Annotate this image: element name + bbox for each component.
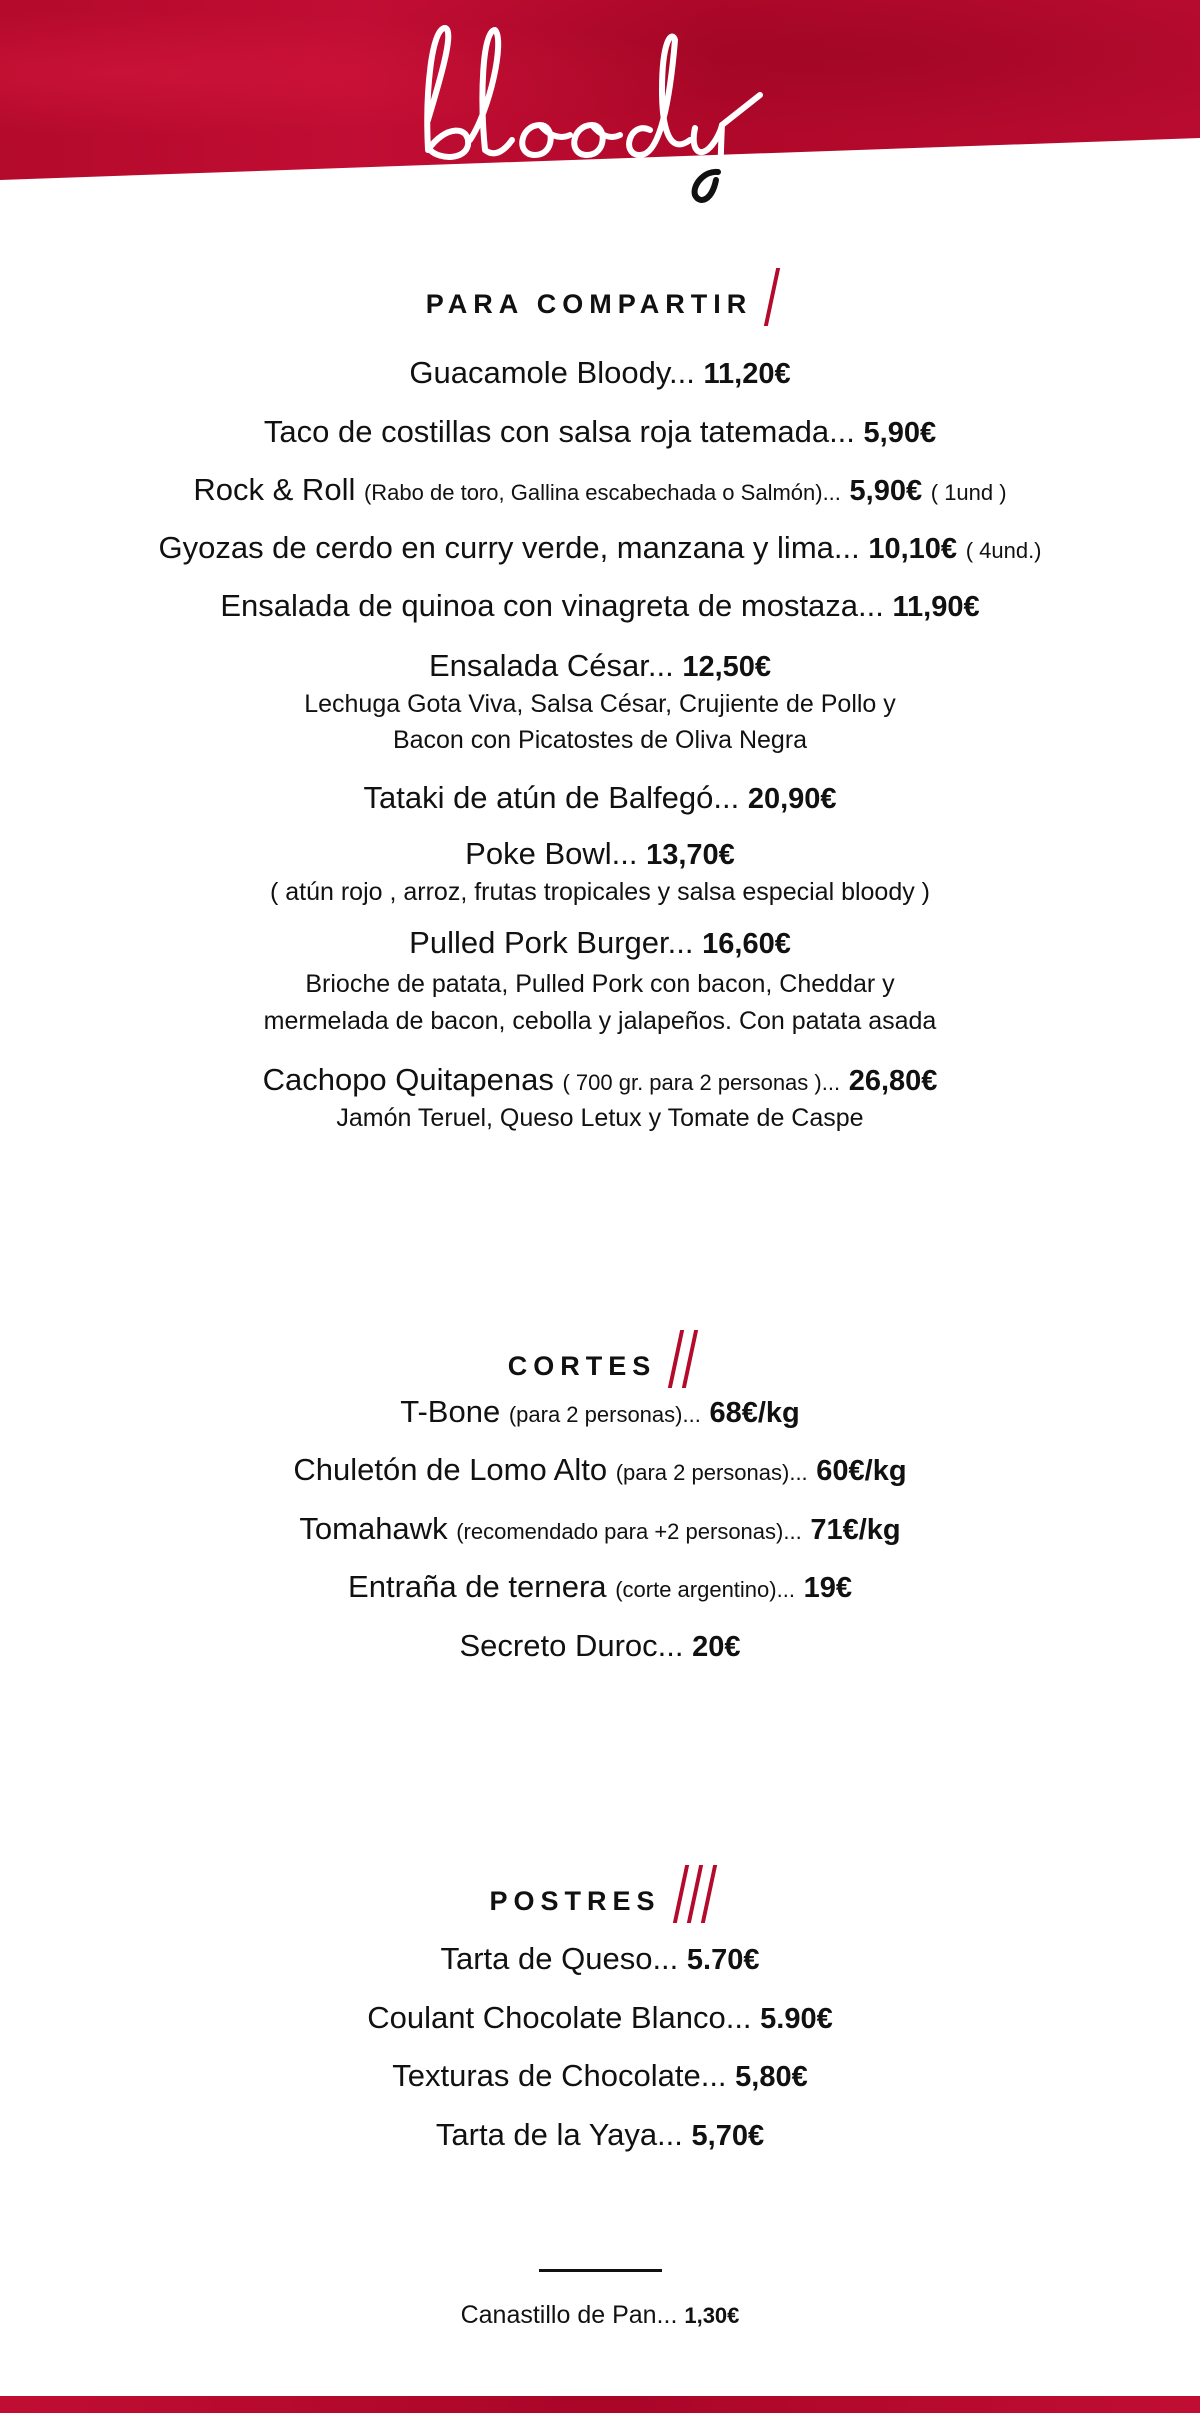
- divider: [539, 2269, 662, 2272]
- item-note: ( 700 gr. para 2 personas )...: [562, 1070, 841, 1095]
- slash-mark-icon: [700, 1865, 716, 1923]
- item-name: Texturas de Chocolate...: [392, 2058, 727, 2093]
- item-name: Pulled Pork Burger...: [409, 925, 694, 960]
- item-price: 11,20€: [703, 358, 791, 390]
- slash-mark-icon: [668, 1330, 684, 1388]
- item-note: (para 2 personas)...: [615, 1460, 808, 1485]
- slash-mark-icon: [672, 1865, 688, 1923]
- menu-item: [0, 838, 1200, 870]
- item-description: Lechuga Gota Viva, Salsa César, Crujiente de Pollo y: [304, 690, 896, 718]
- menu-item: [0, 532, 1200, 564]
- item-note: (para 2 personas)...: [508, 1402, 701, 1427]
- item-price: 5,90€: [849, 475, 923, 507]
- item-price: 16,60€: [702, 928, 791, 960]
- item-note: (recomendado para +2 personas)...: [456, 1519, 802, 1544]
- bloody-logo: [0, 0, 1200, 210]
- item-note: (corte argentino)...: [615, 1577, 795, 1602]
- slash-mark-icon: [764, 268, 780, 326]
- item-description: Brioche de patata, Pulled Pork con bacon, Cheddar y: [305, 970, 895, 998]
- menu-item: [0, 1630, 1200, 1662]
- menu-item: [0, 2119, 1200, 2151]
- section-heading-para-compartir: [0, 286, 1200, 326]
- item-unit: ( 4und.): [965, 538, 1042, 563]
- item-name: Tarta de la Yaya...: [435, 2117, 683, 2152]
- item-price: 5,90€: [863, 417, 937, 449]
- item-name: Secreto Duroc...: [459, 1628, 684, 1663]
- item-name: Coulant Chocolate Blanco...: [367, 2000, 752, 2035]
- menu-item: [0, 927, 1200, 959]
- slash-mark-icon: [686, 1865, 702, 1923]
- menu-item: [0, 357, 1200, 389]
- item-name: Ensalada César...: [428, 648, 674, 683]
- item-name: Canastillo de Pan...: [460, 2301, 678, 2329]
- menu-item: [0, 416, 1200, 448]
- slash-mark-icon: [682, 1330, 698, 1388]
- item-name: Guacamole Bloody...: [409, 355, 695, 390]
- item-price: 19€: [803, 1572, 852, 1604]
- item-name: Tomahawk: [299, 1511, 448, 1546]
- item-price: 60€/kg: [816, 1455, 907, 1487]
- item-name: Taco de costillas con salsa roja tatemada...: [263, 414, 855, 449]
- item-price: 13,70€: [646, 839, 735, 871]
- item-price: 20,90€: [747, 783, 837, 815]
- item-price: 5.90€: [760, 2003, 833, 2035]
- section-heading-cortes: [0, 1348, 1200, 1388]
- item-unit: ( 1und ): [930, 480, 1007, 505]
- item-description: ( atún rojo , arroz, frutas tropicales y salsa especial bloody ): [269, 878, 931, 906]
- item-price: 71€/kg: [810, 1514, 901, 1546]
- menu-item: [0, 1396, 1200, 1428]
- item-name: Chuletón de Lomo Alto: [293, 1452, 608, 1487]
- menu-item: [0, 782, 1200, 814]
- item-price: 12,50€: [682, 651, 772, 683]
- item-note: (Rabo de toro, Gallina escabechada o Salmón)...: [363, 480, 841, 505]
- menu-item: [0, 474, 1200, 506]
- menu-item: [0, 1571, 1200, 1603]
- item-name: Tarta de Queso...: [440, 1941, 679, 1976]
- menu-item: [0, 1454, 1200, 1486]
- item-name: Gyozas de cerdo en curry verde, manzana y lima...: [158, 530, 860, 565]
- section-title: PARA COMPARTIR: [425, 289, 753, 320]
- item-price: 5,70€: [691, 2120, 765, 2152]
- section-title: CORTES: [507, 1351, 657, 1382]
- footer-band: [0, 2396, 1200, 2413]
- item-description: Jamón Teruel, Queso Letux y Tomate de Caspe: [336, 1104, 864, 1132]
- item-price: 11,90€: [892, 591, 980, 623]
- menu-item: [0, 1943, 1200, 1975]
- item-price: 68€/kg: [709, 1397, 800, 1429]
- item-price: 10,10€: [868, 533, 958, 565]
- menu-item: [0, 2002, 1200, 2034]
- menu-item: [0, 2060, 1200, 2092]
- item-description: Bacon con Picatostes de Oliva Negra: [392, 726, 808, 754]
- item-description: mermelada de bacon, cebolla y jalapeños. Con patata asada: [263, 1007, 937, 1035]
- bread-basket-item: [0, 2303, 1200, 2328]
- item-price: 26,80€: [848, 1065, 938, 1097]
- item-name: Cachopo Quitapenas: [262, 1062, 554, 1097]
- section-heading-postres: [0, 1883, 1200, 1923]
- item-price: 1,30€: [684, 2303, 740, 2328]
- item-name: Tataki de atún de Balfegó...: [363, 780, 740, 815]
- item-name: Entraña de ternera: [348, 1569, 607, 1604]
- item-price: 5,80€: [735, 2061, 808, 2093]
- menu-item: [0, 1064, 1200, 1096]
- item-name: T-Bone: [400, 1394, 501, 1429]
- item-name: Ensalada de quinoa con vinagreta de mostaza...: [220, 588, 884, 623]
- menu-item: [0, 1513, 1200, 1545]
- item-name: Rock & Roll: [193, 472, 356, 507]
- section-title: POSTRES: [489, 1886, 661, 1917]
- item-price: 5.70€: [686, 1944, 760, 1976]
- item-name: Poke Bowl...: [465, 836, 638, 871]
- item-price: 20€: [692, 1631, 741, 1663]
- menu-item: [0, 590, 1200, 622]
- menu-item: [0, 650, 1200, 682]
